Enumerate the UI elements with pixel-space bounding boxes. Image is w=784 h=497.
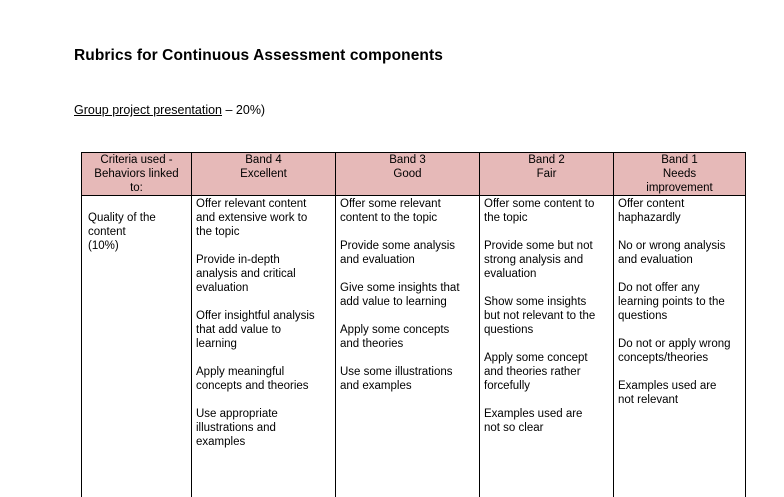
header-band-1: Band 1 Needs improvement bbox=[614, 153, 746, 196]
header-band-4: Band 4 Excellent bbox=[192, 153, 336, 196]
descriptor: Do not offer any learning points to the questions bbox=[618, 281, 741, 323]
descriptor: Offer relevant content and extensive work to the topic bbox=[196, 197, 331, 239]
descriptor: Provide in-depth analysis and critical evaluation bbox=[196, 253, 331, 295]
header-band-2: Band 2 Fair bbox=[480, 153, 614, 196]
descriptor: Examples used are not relevant bbox=[618, 379, 741, 407]
descriptor: Offer some content to the topic bbox=[484, 197, 609, 225]
descriptor: Use some illustrations and examples bbox=[340, 365, 475, 393]
document-title: Rubrics for Continuous Assessment components bbox=[74, 47, 443, 65]
band-1-cell bbox=[614, 196, 746, 497]
descriptor: Provide some analysis and evaluation bbox=[340, 239, 475, 267]
descriptor: Provide some but not strong analysis and evaluation bbox=[484, 239, 609, 281]
section-heading-link: Group project presentation bbox=[74, 103, 222, 117]
criterion-text: Quality of the content (10%) bbox=[88, 197, 187, 253]
descriptor: Show some insights but not relevant to the questions bbox=[484, 295, 609, 337]
header-criteria: Criteria used - Behaviors linked to: bbox=[82, 153, 192, 196]
band-4-cell bbox=[192, 196, 336, 497]
descriptor: Use appropriate illustrations and examples bbox=[196, 407, 331, 449]
descriptor: Apply meaningful concepts and theories bbox=[196, 365, 331, 393]
descriptor: No or wrong analysis and evaluation bbox=[618, 239, 741, 267]
section-heading bbox=[74, 103, 265, 117]
descriptor: Apply some concept and theories rather forcefully bbox=[484, 351, 609, 393]
criterion-cell bbox=[82, 196, 192, 497]
band-3-cell bbox=[336, 196, 480, 497]
rubric-header-row bbox=[82, 153, 746, 196]
section-heading-weight: – 20%) bbox=[222, 103, 265, 117]
descriptor: Offer content haphazardly bbox=[618, 197, 741, 225]
descriptor: Apply some concepts and theories bbox=[340, 323, 475, 351]
rubric-table bbox=[81, 152, 746, 497]
header-band-3: Band 3 Good bbox=[336, 153, 480, 196]
table-row bbox=[82, 196, 746, 497]
band-2-cell bbox=[480, 196, 614, 497]
descriptor: Offer some relevant content to the topic bbox=[340, 197, 475, 225]
descriptor: Offer insightful analysis that add value to learning bbox=[196, 309, 331, 351]
descriptor: Give some insights that add value to learning bbox=[340, 281, 475, 309]
descriptor: Do not or apply wrong concepts/theories bbox=[618, 337, 741, 365]
descriptor: Examples used are not so clear bbox=[484, 407, 609, 435]
